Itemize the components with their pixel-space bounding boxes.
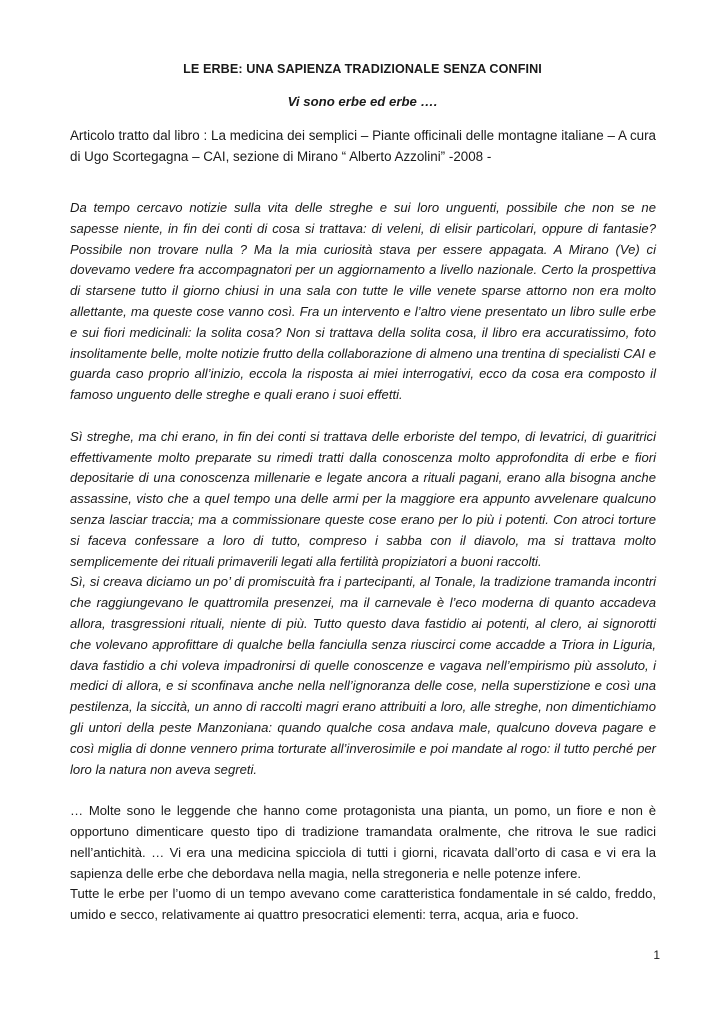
paragraph-3: Sì, si creava diciamo un po’ di promiscuità fra i partecipanti, al Tonale, la tradizione tramanda incontri che raggiungevano le quattromila presenzei, ma il carnevale è l’eco moderna di quanto accadeva allora, trasgressioni rituali, niente di più. Tutto questo dava fastidio ai potenti, al clero, ai signorotti che volevano approfittare di qualche bella fanciulla senza riuscirci come accadde a Triora in Liguria, dava fastidio a chi voleva impadronirsi di quelle conoscenze e vagava nell’empirismo più assoluto, i medici di allora, e si sconfinava anche nella nell’ignoranza delle cose, nella superstizione e così una pestilenza, la siccità, un anno di raccolti magri erano attribuiti a loro, alle streghe, non dimentichiamo gli untori della peste Manzoniana: quando qualche cosa andava male, qualcuno doveva pagare e così miglia di donne vennero prima torturate all’inverosimile e poi mandate al rogo: il tutto perché per loro la natura non aveva segreti. [70, 574, 656, 777]
document-subtitle: Vi sono erbe ed erbe …. [287, 94, 438, 109]
page-number: 1 [653, 948, 660, 962]
paragraph-4: … Molte sono le leggende che hanno come protagonista una pianta, un pomo, un fiore e non è opportuno dimenticare questo tipo di tradizione tramandata oralmente, che ritrova le sue radici nell’antichità. … Vi era una medicina spicciola di tutti i giorni, ricavata dall’orto di casa e vi era la sapienza delle erbe che debordava nella magia, nella stregoneria e nelle potenze infere. [70, 803, 656, 881]
paragraph-1: Da tempo cercavo notizie sulla vita delle streghe e sui loro unguenti, possibile che non se ne sapesse niente, in fin dei conti di cosa si trattava: di veleni, di elisir particolari, oppure di fantasie? Possibile non trovare nulla ? Ma la mia curiosità stava per essere appagata. A Mirano (Ve) ci dovevamo vedere fra accompagnatori per un aggiornamento a livello nazionale. Certo la prospettiva di starsene tutto il giorno chiusi in una sala con tutte le ville venete sparse attorno non era molto allettante, ma queste cose vanno così. Fra un intervento e l’altro viene presentato un libro sulle erbe e sui fiori medicinali: la solita cosa? Non si trattava della solita cosa, il libro era accuratissimo, foto insolitamente belle, molte notizie frutto della collaborazione di almeno una trentina di specialisti CAI e guarda caso proprio all’inizio, eccola la risposta ai miei interrogativi, ecco da cosa era composto il famoso unguento delle streghe e quali erano i suoi effetti. [70, 200, 656, 403]
paragraph-2: Sì streghe, ma chi erano, in fin dei conti si trattava delle erboriste del tempo, di levatrici, di guaritrici effettivamente molto preparate su rimedi tratti dalla conoscenza molto approfondita di erbe e fiori depositarie di una conoscenza millenarie e legate ancora a rituali pagani, erano alla bisogna anche assassine, visto che a quel tempo una delle armi per la maggiore era appunto avvelenare qualcuno senza lasciar traccia; ma a commissionare queste cose erano per lo più i potenti. Con atroci torture si faceva confessare a loro di tutto, compreso i sabba con il diavolo, ma si trattava molto semplicemente dei rituali primaverili legati alla fertilità propiziatori a buoni raccolti. [70, 428, 656, 569]
article-body [70, 198, 656, 926]
source-note: Articolo tratto dal libro : La medicina dei semplici – Piante officinali delle montagne italiane – A cura di Ugo Scortegagna – CAI, sezione di Mirano “ Alberto Azzolini” -2008 - [70, 128, 656, 164]
paragraph-5: Tutte le erbe per l’uomo di un tempo avevano come caratteristica fondamentale in sé caldo, freddo, umido e secco, relativamente ai quattro presocratici elementi: terra, acqua, aria e fuoco. [70, 886, 656, 923]
document-title: LE ERBE: UNA SAPIENZA TRADIZIONALE SENZA CONFINI [183, 62, 542, 76]
